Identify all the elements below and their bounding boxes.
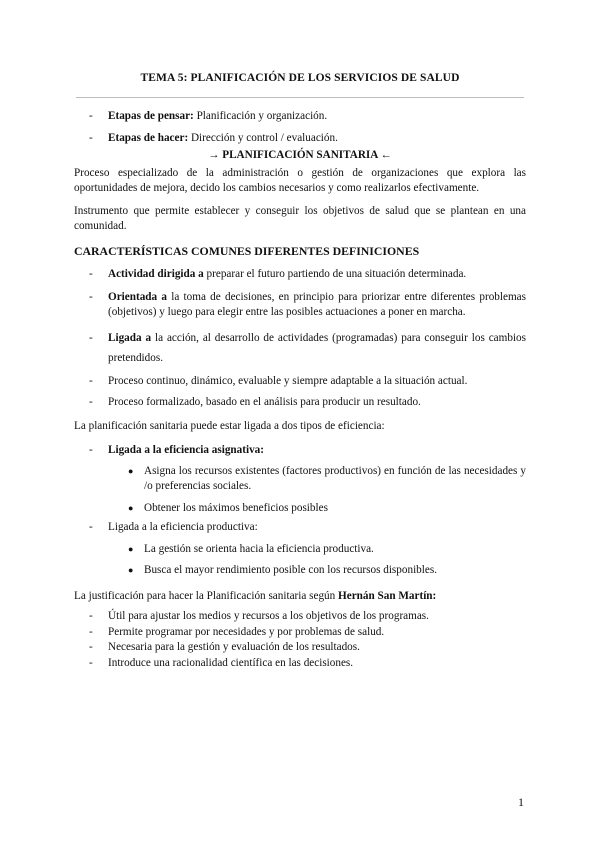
list-item: [74, 625, 526, 641]
dash-bullet: -: [89, 625, 93, 638]
sub-list-item: [74, 563, 526, 579]
item-text: Permite programar por necesidades y por problemas de salud.: [108, 625, 385, 638]
list-item: [74, 267, 526, 283]
list-item: [74, 443, 526, 459]
item-text: Introduce una racionalidad científica en las decisiones.: [108, 656, 354, 669]
definition-paragraph: Instrumento que permite establecer y conseguir los objetivos de salud que se plantean en una comunidad.: [74, 204, 526, 232]
page-number: 1: [518, 795, 524, 809]
dot-bullet: ●: [128, 502, 134, 513]
efficiency-list: [74, 443, 526, 579]
sub-list-item: [74, 542, 526, 558]
planning-heading: → PLANIFICACIÓN SANITARIA ←: [208, 149, 392, 161]
dash-bullet: -: [89, 444, 93, 456]
dash-bullet: -: [89, 268, 93, 280]
document-body: [74, 106, 526, 671]
dash-bullet: -: [89, 374, 93, 387]
stages-list: [74, 109, 526, 146]
list-item: [74, 656, 526, 672]
item-bold-label: Actividad dirigida a: [108, 268, 204, 280]
item-text: Obtener los máximos beneficios posibles: [144, 501, 328, 514]
dot-bullet: ●: [128, 565, 134, 575]
dash-bullet: -: [89, 290, 93, 303]
dash-bullet: -: [89, 641, 93, 653]
dot-bullet: ●: [128, 465, 134, 476]
dot-bullet: ●: [128, 543, 134, 554]
item-text: Dirección y control / evaluación.: [188, 131, 338, 144]
justification-intro-text: La justificación para hacer la Planificación sanitaria según: [74, 589, 339, 602]
characteristics-heading: CARACTERÍSTICAS COMUNES DIFERENTES DEFINICIONES: [74, 243, 420, 258]
item-text: Necesaria para la gestión y evaluación de los resultados.: [108, 641, 360, 653]
list-item: [74, 520, 526, 536]
item-text: preparar el futuro partiendo de una situación determinada.: [203, 268, 467, 280]
dash-bullet: -: [89, 656, 93, 669]
list-item: [74, 290, 526, 321]
item-bold-label: Ligada a la eficiencia asignativa:: [108, 444, 264, 456]
document-title: TEMA 5: PLANIFICACIÓN DE LOS SERVICIOS DE SALUD: [140, 72, 460, 84]
list-item: [74, 109, 526, 125]
justification-author: Hernán San Martín:: [338, 589, 437, 602]
item-text: Útil para ajustar los medios y recursos a los objetivos de los programas.: [108, 610, 429, 622]
item-text: Proceso continuo, dinámico, evaluable y siempre adaptable a la situación actual.: [108, 374, 468, 387]
dash-bullet: -: [89, 131, 93, 144]
item-text: Proceso formalizado, basado en el análisis para producir un resultado.: [108, 396, 421, 408]
item-text: La gestión se orienta hacia la eficiencia productiva.: [144, 542, 374, 555]
efficiency-intro: La planificación sanitaria puede estar ligada a dos tipos de eficiencia:: [74, 419, 385, 432]
dash-bullet: -: [89, 521, 93, 533]
list-item: [74, 640, 526, 656]
list-item: [74, 395, 526, 411]
item-bold-label: Ligada a: [108, 331, 152, 344]
definition-paragraph: Proceso especializado de la administración o gestión de organizaciones que explora las oportunidades de mejora, decido los cambios necesarios y como realizarlos efectivamente.: [74, 166, 526, 194]
dash-bullet: -: [89, 110, 93, 122]
item-text: la acción, al desarrollo de actividades (programadas) para conseguir los cambios pretendidos.: [108, 331, 526, 364]
dash-bullet: -: [89, 610, 93, 622]
item-bold-label: Etapas de hacer:: [108, 131, 189, 144]
justification-intro: [74, 589, 526, 605]
item-text: Busca el mayor rendimiento posible con los recursos disponibles.: [144, 564, 437, 576]
item-text: Planificación y organización.: [193, 110, 328, 122]
sub-list-item: [74, 464, 526, 495]
dash-bullet: -: [89, 331, 93, 344]
list-item: [74, 131, 526, 147]
list-item: [74, 374, 526, 390]
dash-bullet: -: [89, 396, 93, 408]
item-text: la toma de decisiones, en principio para priorizar entre diferentes problemas (objetivos) y luego para elegir entre las posibles actuaciones a poner en marcha.: [108, 290, 526, 318]
justification-list: [74, 609, 526, 671]
item-text: Asigna los recursos existentes (factores productivos) en función de las necesidades y /o preferencias sociales.: [144, 464, 526, 492]
title-divider: [76, 97, 524, 98]
sub-list-item: [74, 501, 526, 517]
list-item: [74, 328, 526, 368]
item-bold-label: Etapas de pensar:: [108, 110, 194, 122]
item-text: Ligada a la eficiencia productiva:: [108, 521, 258, 533]
characteristics-list: [74, 267, 526, 411]
item-bold-label: Orientada a: [108, 290, 167, 303]
list-item: [74, 609, 526, 625]
